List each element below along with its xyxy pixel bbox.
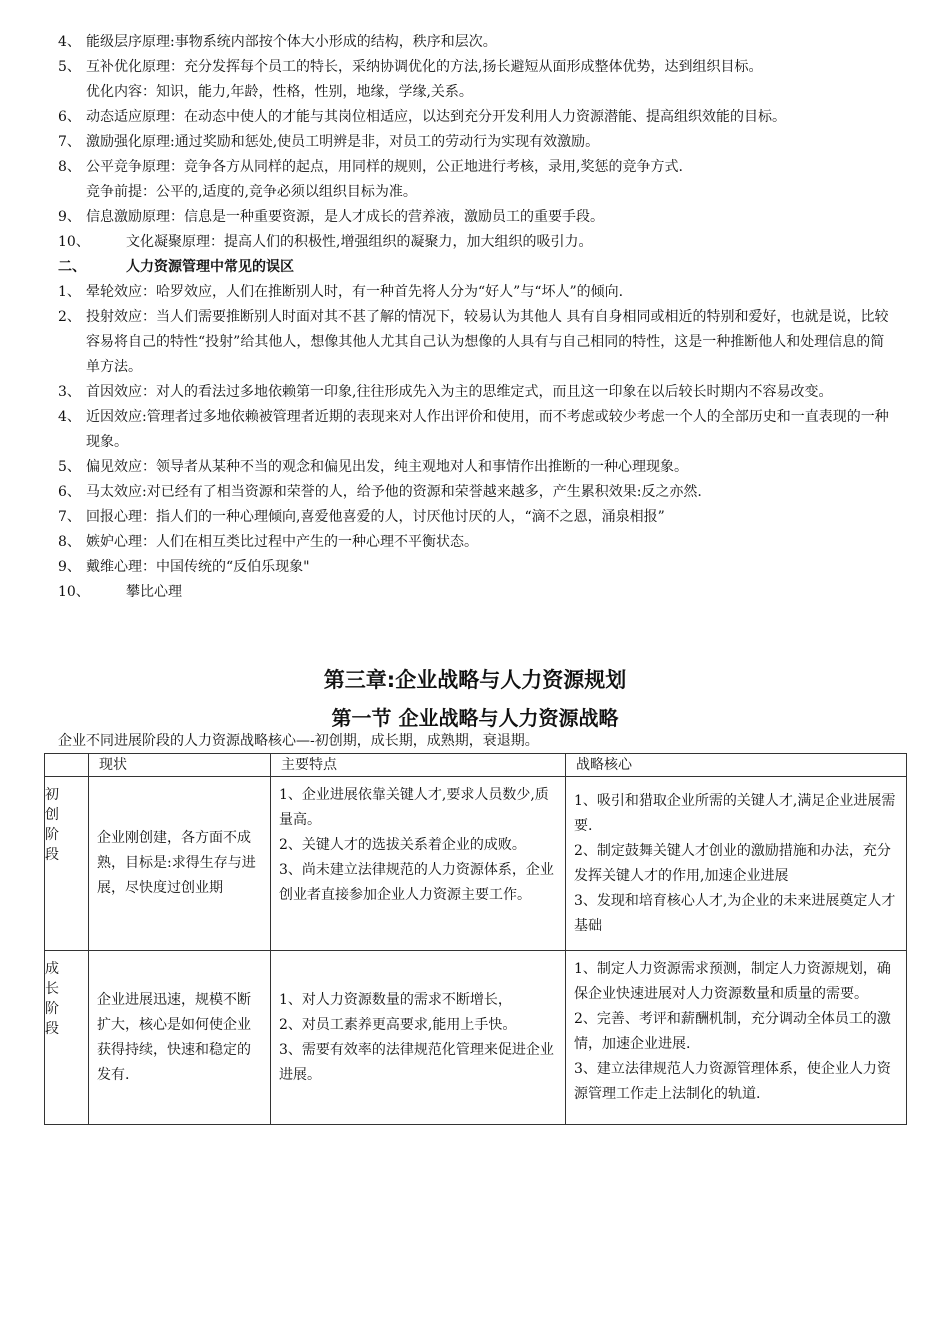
stage-char: 段 [45,847,59,863]
item-number: 6、 [58,484,81,500]
item-text: 互补优化原理：充分发挥每个员工的特长，采纳协调优化的方法,扬长避短从面形成整体优势，达到组织目标。 [86,59,763,75]
item-number: 4、 [58,409,81,425]
list-item [58,130,898,155]
item-number: 7、 [58,134,81,150]
core-line: 3、建立法律规范人力资源管理体系，使企业人力资源管理工作走上法制化的轨道. [574,1061,891,1102]
item-text: 激励强化原理:通过奖励和惩处,使员工明辨是非，对员工的劳动行为实现有效激励。 [86,134,600,150]
column-header [45,754,89,777]
item-number: 5、 [58,459,81,475]
list-item [58,105,898,130]
feature-line: 1、企业进展依靠关键人才,要求人员数少,质量高。 [279,787,549,828]
feature-line: 2、对员工素养更高要求,能用上手快。 [279,1016,517,1033]
feature-line: 1、对人力资源数量的需求不断增长， [279,991,512,1008]
list-item [58,505,898,530]
core-cell [566,951,907,1125]
list-item [58,55,898,80]
core-cell [566,777,907,951]
status-cell [89,777,271,951]
core-line: 3、发现和培育核心人才,为企业的未来进展奠定人才基础 [574,892,896,934]
stage-char: 成 [45,961,59,977]
stage-char: 阶 [45,827,59,843]
item-number: 10、 [58,234,90,250]
item-text: 文化凝聚原理：提高人们的积极性,增强组织的凝聚力，加大组织的吸引力。 [126,234,593,250]
status-text: 企业刚创建，各方面不成熟，目标是:求得生存与进展，尽快度过创业期 [97,830,256,896]
section-heading-text: 人力资源管理中常见的误区 [126,259,294,275]
stage-char: 长 [45,981,59,997]
column-header: 主要特点 [271,754,566,777]
features-cell [271,777,566,951]
principles-list [58,30,898,605]
feature-line: 3、尚未建立法律规范的人力资源体系，企业创业者直接参加企业人力资源主要工作。 [279,862,554,903]
features-cell [271,951,566,1125]
item-number: 1、 [58,284,81,300]
list-item [58,305,898,380]
item-number: 5、 [58,59,81,75]
item-text: 戴维心理：中国传统的“反伯乐现象" [86,559,310,575]
section-title: 第一节 企业战略与人力资源战略 [331,706,619,730]
item-extra: 竞争前提：公平的,适度的,竞争必须以组织目标为准。 [86,184,417,200]
column-header: 战略核心 [566,754,907,777]
item-text: 偏见效应：领导者从某种不当的观念和偏见出发，纯主观地对人和事情作出推断的一种心理现象。 [86,459,688,475]
item-text: 晕轮效应：哈罗效应，人们在推断别人时，有一种首先将人分为“好人”与“坏人”的倾向. [86,284,624,300]
status-cell [89,951,271,1125]
list-item [58,555,898,580]
item-number: 4、 [58,34,81,50]
section-number: 二、 [58,259,86,275]
core-line: 2、完善、考评和薪酬机制，充分调动全体员工的激情，加速企业进展. [574,1011,891,1052]
intro-text: 企业不同进展阶段的人力资源战略核心—-初创期，成长期，成熟期，衰退期。 [58,733,539,749]
stage-char: 创 [45,807,59,823]
feature-line: 3、需要有效率的法律规范化管理来促进企业进展。 [279,1041,554,1083]
list-item [58,280,898,305]
item-number: 2、 [58,309,81,325]
stage-char: 初 [45,787,59,803]
item-number: 10、 [58,584,90,600]
list-item [58,205,898,230]
item-text: 能级层序原理:事物系统内部按个体大小形成的结构，秩序和层次。 [86,34,497,50]
item-text: 马太效应:对已经有了相当资源和荣誉的人，给予他的资源和荣誉越来越多，产生累积效果:反之亦然. [86,484,702,500]
item-number: 9、 [58,559,81,575]
column-header: 现状 [89,754,271,777]
table-row [45,951,907,1125]
item-extra: 优化内容：知识，能力,年龄，性格，性别，地缘，学缘,关系。 [86,84,473,100]
list-item [58,155,898,180]
item-number: 9、 [58,209,81,225]
item-text: 公平竞争原理：竞争各方从同样的起点，用同样的规则，公正地进行考核，录用,奖惩的竞争方式. [86,159,683,175]
item-text: 投射效应：当人们需要推断别人时面对其不甚了解的情况下，较易认为其他人 具有自身相同或相近的特别和爱好，也就是说，比较容易将自己的特性“投射”给其他人，想像其他人尤其自己认为想像的人具有与自己相同的特性，这是一种推断他人和处理信息的简单方法。 [86,309,889,375]
list-item [58,405,898,455]
item-number: 6、 [58,109,81,125]
list-item [58,230,898,255]
item-text: 信息激励原理：信息是一种重要资源，是人才成长的营养液，激励员工的重要手段。 [86,209,604,225]
item-text: 近因效应:管理者过多地依赖被管理者近期的表现来对人作出评价和使用，而不考虑或较少考虑一个人的全部历史和一直表现的一种现象。 [86,409,889,450]
item-text: 攀比心理 [126,584,182,600]
list-item [58,530,898,555]
item-number: 3、 [58,384,81,400]
list-item [58,480,898,505]
feature-line: 2、关键人才的选拔关系着企业的成败。 [279,837,526,853]
table-row [45,777,907,951]
list-item [58,30,898,55]
list-item [58,580,898,605]
list-item [58,455,898,480]
section-heading [58,255,898,280]
item-text: 动态适应原理：在动态中使人的才能与其岗位相适应，以达到充分开发利用人力资源潜能、提高组织效能的目标。 [86,109,786,125]
item-text: 回报心理：指人们的一种心理倾向,喜爱他喜爱的人，讨厌他讨厌的人，“滴不之恩，涌泉相报” [86,509,665,525]
table-header-row [45,754,907,777]
core-line: 2、制定鼓舞关键人才创业的激励措施和办法，充分发挥关键人才的作用,加速企业进展 [574,842,891,884]
item-number: 8、 [58,159,81,175]
chapter-title: 第三章:企业战略与人力资源规划 [323,668,627,692]
item-text: 首因效应：对人的看法过多地依赖第一印象,往往形成先入为主的思维定式，而且这一印象在以后较长时期内不容易改变。 [86,384,833,400]
strategy-table [44,753,907,1125]
stage-cell [45,951,89,1125]
core-line: 1、吸引和猎取企业所需的关键人才,满足企业进展需要. [574,792,896,834]
item-text: 嫉妒心理：人们在相互类比过程中产生的一种心理不平衡状态。 [86,534,478,550]
core-line: 1、制定人力资源需求预测，制定人力资源规划，确保企业快速进展对人力资源数量和质量的需要。 [574,961,891,1002]
stage-char: 段 [45,1021,59,1037]
item-number: 8、 [58,534,81,550]
stage-char: 阶 [45,1001,59,1017]
status-text: 企业进展迅速，规模不断扩大，核心是如何使企业获得持续，快速和稳定的发有. [97,991,251,1083]
item-number: 7、 [58,509,81,525]
list-item [58,380,898,405]
stage-cell [45,777,89,951]
